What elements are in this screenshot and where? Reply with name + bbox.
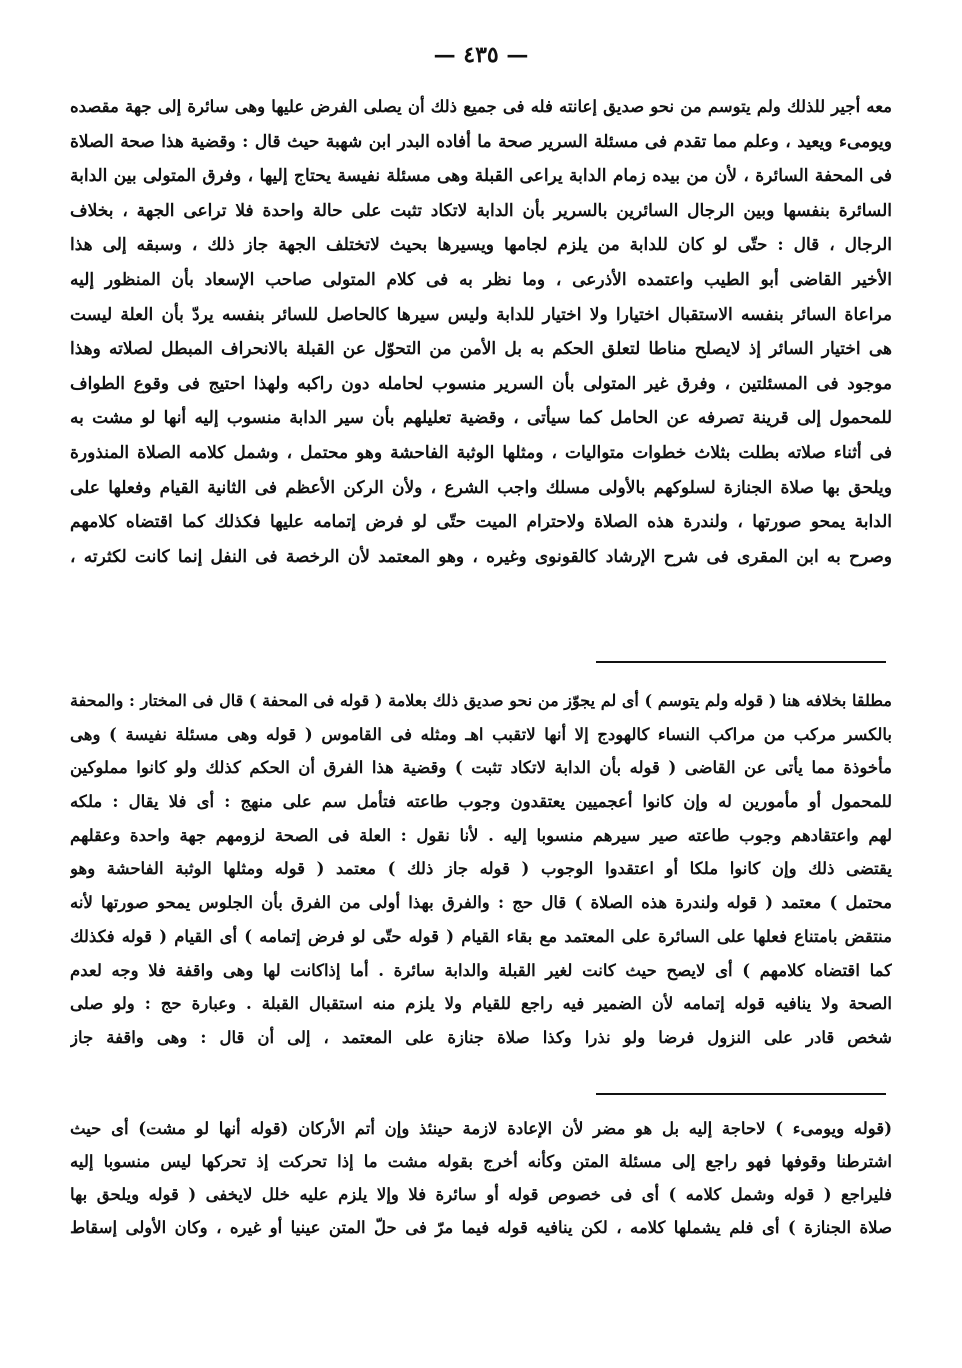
gloss-line: اشترطنا وقوفها فهو راجع إلى مسئلة المتن وكأنه أخرج بقوله مشت ما إذا تحركت إذ تحركها ليس منسوبا إليه <box>70 1152 892 1171</box>
text-line: ويومىء ويعيد ، وعلم مما تقدم فى مسئلة السرير صحة ما أفاده البدر ابن شهبة حيث قال : وقضية هذا صحة الصلاة <box>70 131 892 152</box>
commentary-line: للمحمول أو مأمورين له وإن كانوا أعجميين يعتقدون وجوب طاعته فتأمل سم على منهج : أى فلا يقال : ملكه <box>70 792 892 812</box>
text-line: للمحمول إلى قرينة تصرفه عن الحامل كما سيأتى ، وقضية تعليلهم بأن سير الدابة منسوب إليه أنها لو مشت به <box>70 408 892 429</box>
text-line: معه أجير للذلك ولم يتوسم من نحو صديق إعانته فله فى جميع ذلك أن يصلى الفرض عليها وهى سائرة إلى جهة مقصده <box>70 97 892 116</box>
commentary-line: الصحة ولا ينافيه قوله إتمامه لأن الضمير فيه راجع للقيام ولا يلزم منه استقبال القبلة . وعبارة حج : ولو صلى <box>70 994 892 1014</box>
commentary-line: شخص قادر على النزول فرضا ولو نذرا وكذا صلاة جنازة على المعتمد ، إلى أن قال : وهى واقفة جاز <box>70 1027 892 1047</box>
commentary-line: محتمل ) معتمد ( قوله ولندرة هذه الصلاة ) قال حج : والفرق بهذا أولى من الفرق بأن الجلوس يمحو صورتها لأنه <box>70 893 892 913</box>
text-line: مراعاة السائر بنفسه الاستقبال اختيارا ولا اختيار للدابة وليس سيرها كالحاصل للسائر بنفسه يردّ بأن العلة ليست <box>70 304 892 325</box>
text-line: موجود فى المسئلتين ، وفرق غير المتولى بأن السرير منسوب لحامله دون راكبه ولهذا احتيج فى وقوع الطواف <box>70 373 892 394</box>
text-line: فى أثناء صلاته بطلت بثلاث خطوات متواليات ، ومثلها الوثبة الفاحشة وهو محتمل ، وشمل كلامه الصلاة المنذورة <box>70 442 892 463</box>
text-line: الرجال ، قال : حتّى لو كان للدابة من يلزم لجامها ويسيرها بحيث لاتختلف الجهة جاز ذلك ، وسبقه إلى هذا <box>70 235 892 256</box>
page-number: — ٤٣٥ — <box>433 42 529 68</box>
commentary-line: كما اقتضاه كلامهم ) أى لايصح حيث كانت لغير القبلة والدابة سائرة . أما إذاكانت لها وهى واقفة فلا وجه لعدم <box>70 960 892 980</box>
text-line: فى المحفة السائرة ، لأن من بيده زمام الدابة يراعى القبلة وهى مسئلة نفيسة يحتاج إليها ، وفرق المتولى بين الدابة <box>70 166 892 187</box>
commentary-line: مأخوذة مما يأتى عن القاضى ( قوله بأن الدابة لاتكاد تثبت ) وقضية هذا الفرق أن الحكم كذلك ولو كانوا مملوكين <box>70 758 892 778</box>
commentary-line: لهم واعتقادهم وجوب طاعته صير سيرهم منسوبا إليه . لأنا نقول : العلة فى الصحة لزومهم جهة واحدة وعقلهم <box>70 825 892 845</box>
commentary-line: مطلقا بخلافه هنا ( قوله ولم يتوسم ) أى لم يجوّز من نحو صديق ذلك بعلامة ( قوله فى المحفة ) قال فى المختار : والمحفة <box>70 691 892 710</box>
text-line: الأخير القاضى أبو الطيب واعتمده الأذرعى ، وما نظر به فى كلام المتولى صاحب الإسعاد بأن المنظور إليه <box>70 269 892 290</box>
commentary-line: منتقض بامتناع فعلها على السائرة على المعتمد مع بقاء القيام ( قوله حتّى لو فرض إتمامه ) أى القيام ( قوله فكذلك <box>70 926 892 946</box>
main-text-block <box>70 90 892 574</box>
text-line: وصرح به ابن المقرى فى شرح الإرشاد كالقونوى وغيره ، وهو المعتمد لأن الرخصة فى النفل إنما كانت لكثرته ، <box>70 546 892 567</box>
commentary-block <box>70 684 892 1055</box>
commentary-line: بالكسر مركب من مراكب النساء كالهودج إلا أنها لاتقبب اهـ ومثله فى القاموس ( قوله وهى مسئلة نفيسة ) وهى <box>70 724 892 744</box>
text-line: السائرة بنفسها وبين الرجال السائرين بالسرير بأن الدابة لاتكاد تثبت على حالة واحدة فلا تراعى الجهة ، بخلاف <box>70 200 892 221</box>
text-line: ويلحق بها صلاة الجنازة لسلوكهم بالأولى مسلك واجب الشرع ، ولأن الركن الأعظم فى الثانية القيام وفعلها على <box>70 477 892 498</box>
gloss-line: (قوله ويومىء ) لاحاجة إليه بل هو مضر لأن الإعادة لازمة حينئذ وإن أتم الأركان (قوله أنها لو مشت) أى حيث <box>70 1119 892 1138</box>
section-divider <box>596 1093 886 1095</box>
gloss-line: صلاة الجنازة ) أى فلم يشملها كلامه ، لكن ينافيه قوله فيما مرّ فى حلّ المتن عينيا أو غيره ، وكان الأولى إسقاط <box>70 1218 892 1237</box>
text-line: الدابة يمحو صورتها ، ولندرة هذه الصلاة ولاحترام الميت حتّى لو فرض إتمامه عليها فكذلك كما اقتضاه كلامهم <box>70 512 892 533</box>
section-divider <box>596 661 886 663</box>
gloss-line: فليراجع ( قوله وشمل كلامه ) أى فى خصوص قوله أو سائرة فلا وإلا يلزم عليه خلل لايخفى ( قوله ويلحق بها <box>70 1185 892 1204</box>
text-line: هى اختيار السائر إذ لايصلح مناطا لتعلق الحكم به بل الأمن من التحوّل عن القبلة بالانحراف المبطل لصلاته وهذا <box>70 339 892 360</box>
gloss-block <box>70 1112 892 1244</box>
commentary-line: يقتضى ذلك وإن كانوا ملكا أو اعتقدوا الوجوب ( قوله جاز ذلك ) معتمد ( قوله ومثلها الوثبة الفاحشة وهو <box>70 859 892 879</box>
